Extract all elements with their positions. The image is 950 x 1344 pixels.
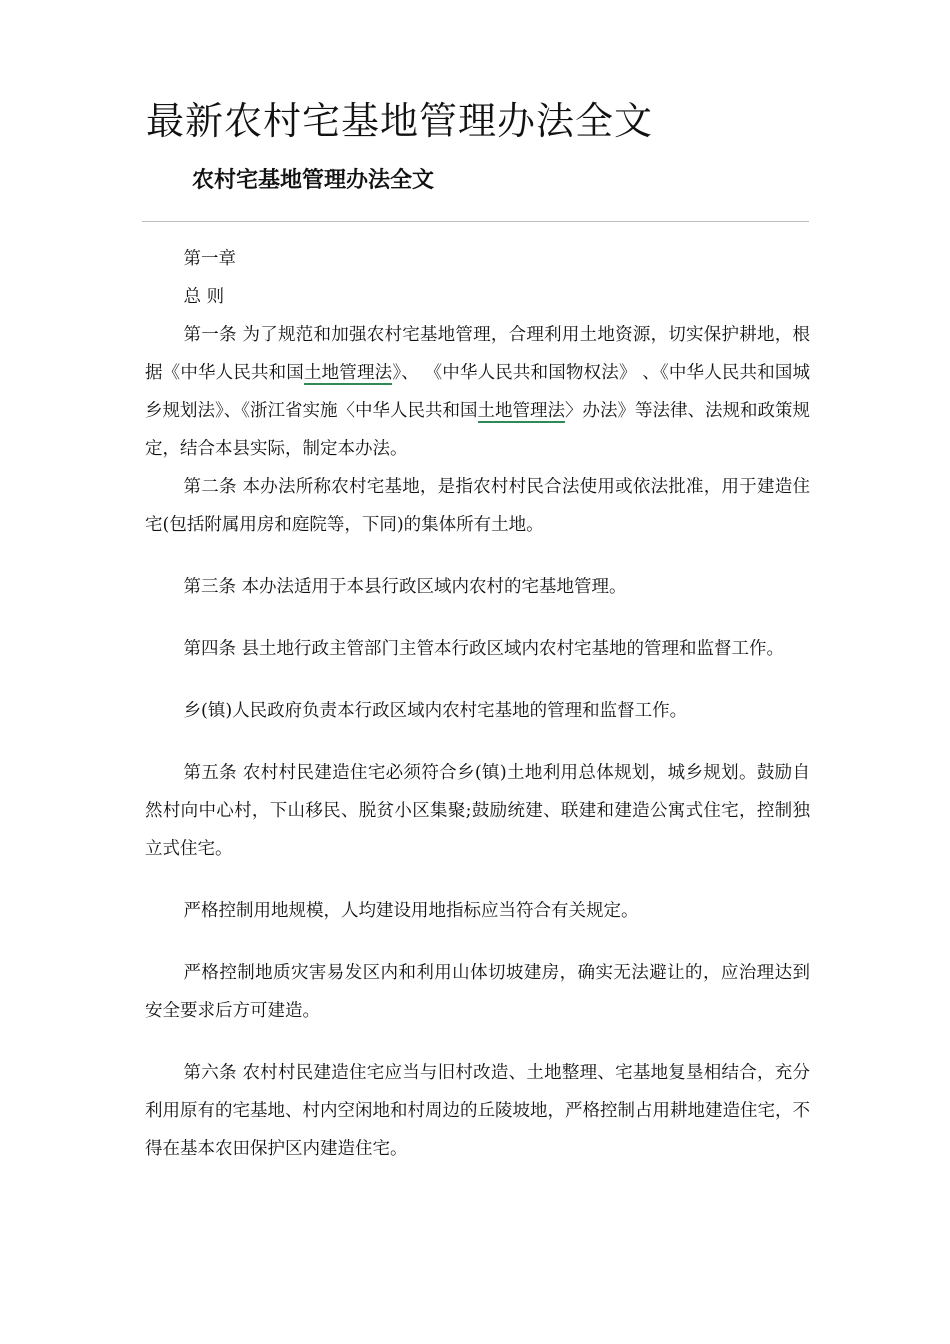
article-1-text-1: 第一条 为了规范和加强农村宅基地管理，合理利用土地资源，切实保护耕地，根据《中华人民共和国 [145, 325, 810, 383]
article-5-paragraph-3: 严格控制地质灾害易发区内和利用山体切坡建房，确实无法避让的，应治理达到安全要求后方可建造。 [145, 963, 810, 1021]
document-subtitle: 农村宅基地管理办法全文 [192, 168, 435, 193]
article-3: 第三条 本办法适用于本县行政区域内农村的宅基地管理。 [183, 577, 627, 597]
land-management-law-link[interactable]: 土地管理法 [303, 363, 393, 383]
article-5: 第五条 农村村民建造住宅必须符合乡(镇)土地利用总体规划，城乡规划。鼓励自然村向中心村，下山移民、脱贫小区集聚;鼓励统建、联建和建造公寓式住宅，控制独立式住宅。 [145, 763, 810, 859]
article-1-text-3: 〉办法》等法律、法规和政策规定，结合本县实际，制定本办法。 [145, 401, 810, 459]
article-6: 第六条 农村村民建造住宅应当与旧村改造、土地整理、宅基地复垦相结合，充分利用原有的宅基地、村内空闲地和村周边的丘陵坡地，严格控制占用耕地建造住宅，不得在基本农田保护区内建造住宅。 [145, 1063, 810, 1159]
article-1 [145, 316, 810, 468]
title-divider [142, 221, 809, 222]
chapter-heading: 第一章 [183, 249, 236, 269]
article-5-paragraph-2: 严格控制用地规模，人均建设用地指标应当符合有关规定。 [183, 901, 639, 921]
article-2: 第二条 本办法所称农村宅基地，是指农村村民合法使用或依法批准，用于建造住宅(包括附属用房和庭院等，下同)的集体所有土地。 [145, 477, 810, 535]
document-title: 最新农村宅基地管理办法全文 [146, 99, 654, 143]
article-4-paragraph-2: 乡(镇)人民政府负责本行政区域内农村宅基地的管理和监督工作。 [183, 701, 688, 721]
article-4: 第四条 县土地行政主管部门主管本行政区域内农村宅基地的管理和监督工作。 [183, 639, 785, 659]
article-1-text-2: 》、 《中华人民共和国物权法》 、《中华人民共和国城乡规划法》、《浙江省实施〈中华人民共和国 [145, 363, 811, 421]
chapter-section-heading: 总 则 [183, 287, 225, 307]
land-management-law-link-2[interactable]: 土地管理法 [477, 401, 565, 421]
document-body [145, 240, 810, 1168]
